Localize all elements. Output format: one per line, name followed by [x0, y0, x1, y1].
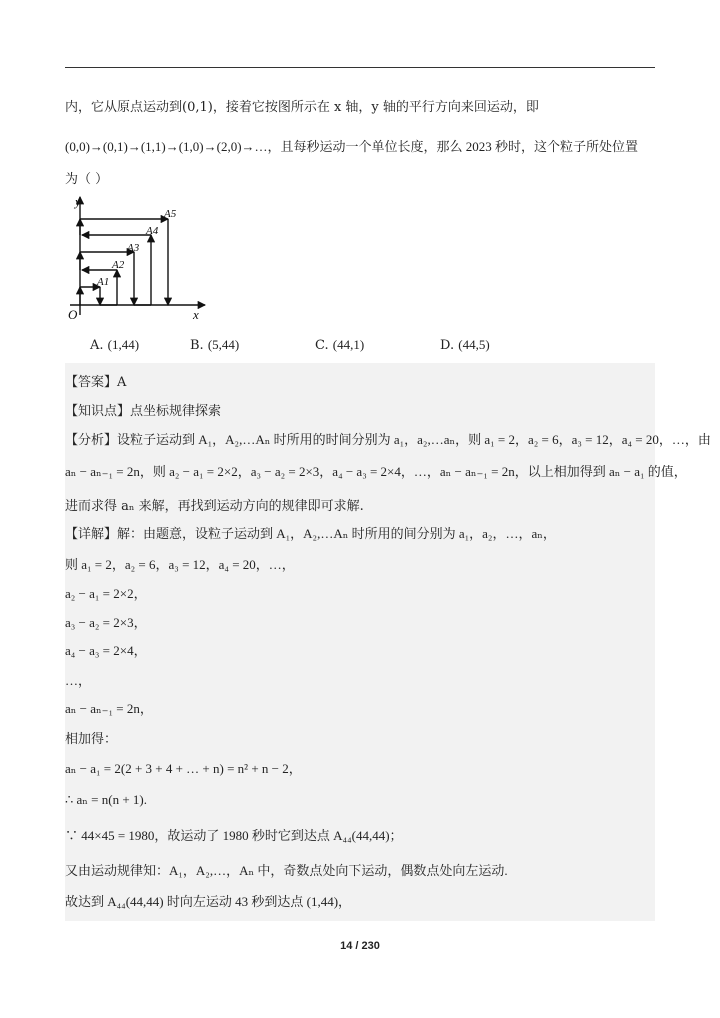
- question-line-2: (0,0)→(0,1)→(1,1)→(1,0)→(2,0)→…，且每秒运动一个单位长度，那么 2023 秒时，这个粒子所处位置: [65, 139, 639, 154]
- point-label-a1: A1: [97, 276, 110, 288]
- answer-line: 【答案】A: [65, 375, 127, 390]
- point-label-a5: A5: [164, 208, 177, 220]
- detail-line-12: 又由运动规律知：A₁，A₂,…，Aₙ 中，奇数点处向下运动，偶数点处向左运动.: [65, 863, 508, 878]
- detail-line-6: …，: [65, 673, 92, 688]
- detail-line-10: ∴ aₙ = n(n + 1).: [65, 792, 147, 807]
- analysis-line-1: 【分析】设粒子运动到 A₁，A₂,…Aₙ 时所用的时间分别为 a₁，a₂,…aₙ，则 a₁ = 2，a₂ = 6，a₃ = 12，a₄ = 20，…，由: [65, 432, 711, 447]
- detail-line-5: a₄ − a₃ = 2×4，: [65, 643, 147, 658]
- option-a-value: (1,44): [107, 337, 140, 352]
- detail-line-3: a₂ − a₁ = 2×2，: [65, 586, 147, 601]
- detail-line-13: 故达到 A₄₄(44,44) 时向左运动 43 秒到达点 (1,44)，: [65, 894, 352, 909]
- detail-line-9: aₙ − a₁ = 2(2 + 3 + 4 + … + n) = n² + n − 2，: [65, 761, 302, 776]
- detail-line-11: ∵ 44×45 = 1980，故运动了 1980 秒时它到达点 A₄₄(44,44)；: [65, 828, 403, 843]
- option-a-letter: A.: [90, 338, 104, 353]
- answer-panel: [65, 363, 711, 921]
- point-label-a3: A3: [127, 242, 140, 254]
- origin-label: O: [68, 307, 78, 322]
- option-b[interactable]: [190, 337, 239, 353]
- option-b-value: (5,44): [207, 337, 240, 352]
- point-label-a4: A4: [146, 225, 159, 237]
- analysis-line-3: 进而求得 aₙ 来解，再找到运动方向的规律即可求解.: [65, 499, 364, 514]
- detail-line-7: aₙ − aₙ₋₁ = 2n，: [65, 701, 153, 716]
- detail-line-1: 【详解】解：由题意，设粒子运动到 A₁，A₂,…Aₙ 时所用的间分别为 a₁，a₂，…，aₙ，: [65, 526, 556, 541]
- option-c-value: (44,1): [332, 337, 365, 352]
- detail-line-2: 则 a₁ = 2，a₂ = 6，a₃ = 12，a₄ = 20，…，: [65, 557, 295, 572]
- analysis-line-2: aₙ − aₙ₋₁ = 2n，则 a₂ − a₁ = 2×2，a₃ − a₂ = 2×3，a₄ − a₃ = 2×4，…，aₙ − aₙ₋₁ = 2n，以上相加得到 aₙ − a₁ 的值，: [65, 464, 687, 479]
- knowledge-point-line: 【知识点】点坐标规律探索: [65, 404, 222, 419]
- question-line-3: 为（ ）: [65, 172, 109, 187]
- option-c[interactable]: [315, 337, 364, 353]
- option-d-value: (44,5): [458, 337, 490, 352]
- detail-line-8: 相加得：: [65, 732, 118, 747]
- option-d-letter: D.: [440, 338, 455, 353]
- option-a[interactable]: [90, 337, 139, 353]
- y-axis-label: y: [75, 194, 81, 209]
- option-c-letter: C.: [315, 338, 329, 353]
- page-number: 14 / 230: [340, 940, 380, 952]
- question-line-1: 内，它从原点运动到(0,1)，接着它按图所示在 x 轴，y 轴的平行方向来回运动，即: [65, 100, 539, 115]
- detail-line-4: a₃ − a₂ = 2×3，: [65, 615, 147, 630]
- point-label-a2: A2: [112, 259, 125, 271]
- option-b-letter: B.: [190, 338, 204, 353]
- header-rule: [65, 67, 655, 68]
- motion-diagram: [60, 193, 210, 323]
- x-axis-label: x: [193, 307, 199, 322]
- option-d[interactable]: [440, 337, 490, 353]
